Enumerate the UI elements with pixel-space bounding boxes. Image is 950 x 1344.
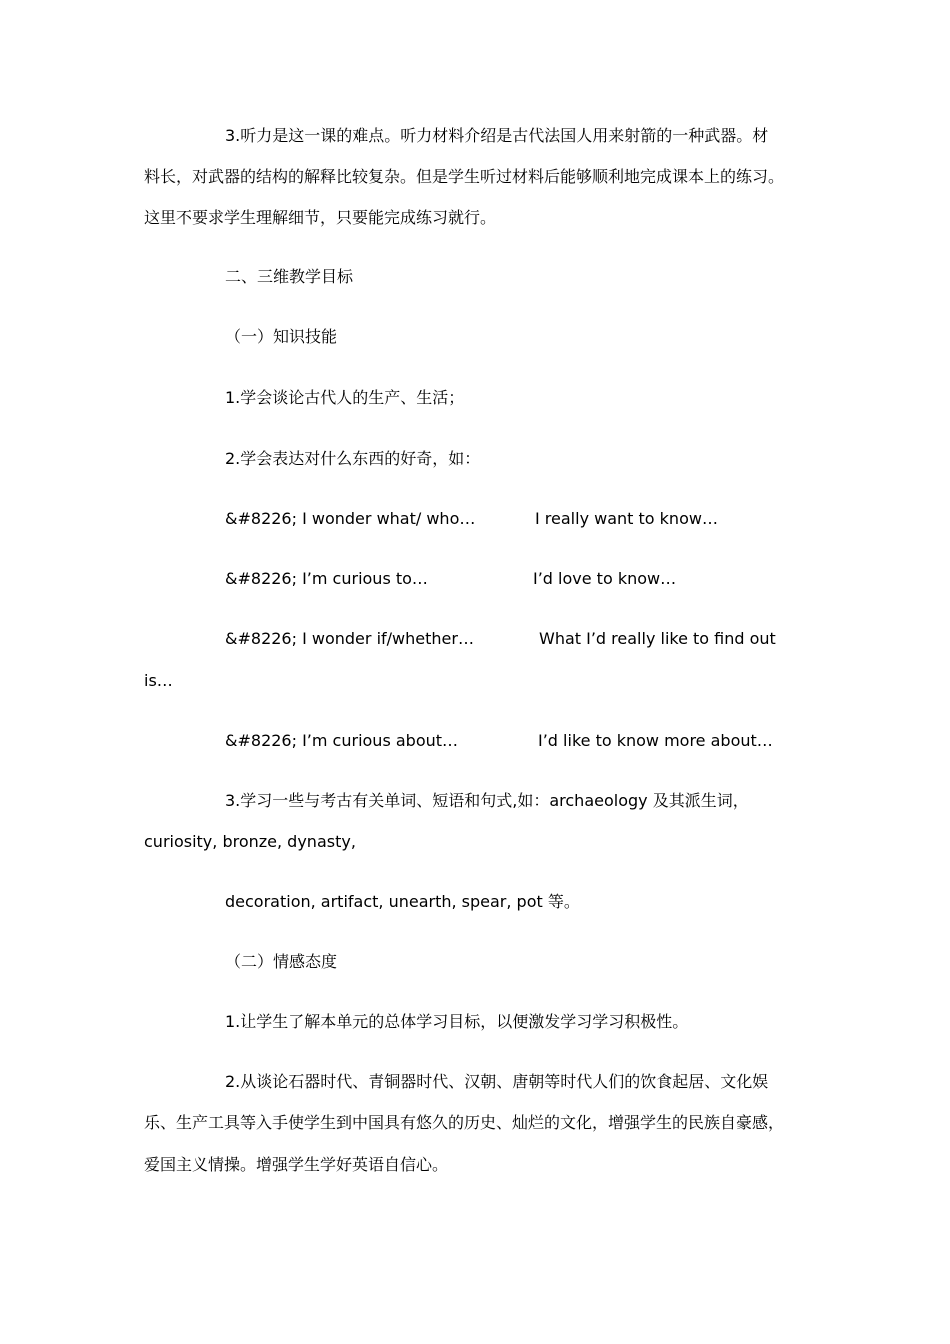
bullet-row-a-right: I really want to know…: [535, 509, 718, 528]
bullet-row-d-left: &#8226; I’m curious about…: [225, 731, 459, 750]
paragraph-listening-line-3: 这里不要求学生理解细节，只要能完成练习就行。: [144, 208, 497, 227]
knowledge-item-2: 2.学会表达对什么东西的好奇，如：: [225, 449, 481, 468]
bullet-row-c-continuation: is…: [144, 671, 173, 690]
bullet-row-c-left: &#8226; I wonder if/whether…: [225, 629, 474, 648]
bullet-row-b-left: &#8226; I’m curious to…: [225, 569, 428, 588]
paragraph-listening-line-1: 3.听力是这一课的难点。听力材料介绍是古代法国人用来射箭的一种武器。材: [225, 126, 769, 145]
emotion-item-2-line-1: 2.从谈论石器时代、青铜器时代、汉朝、唐朝等时代人们的饮食起居、文化娱: [225, 1072, 769, 1091]
knowledge-item-3-line-3: decoration, artifact, unearth, spear, pot 等。: [225, 892, 580, 911]
subheading-emotional-attitude: （二）情感态度: [225, 952, 338, 971]
emotion-item-2-line-2: 乐、生产工具等入手使学生到中国具有悠久的历史、灿烂的文化，增强学生的民族自豪感，: [144, 1113, 785, 1132]
bullet-row-c-right: What I’d really like to find out: [539, 629, 776, 648]
bullet-row-a-left: &#8226; I wonder what/ who…: [225, 509, 476, 528]
bullet-row-b-right: I’d love to know…: [533, 569, 677, 588]
paragraph-listening-line-2: 料长，对武器的结构的解释比较复杂。但是学生听过材料后能够顺利地完成课本上的练习。: [144, 167, 785, 186]
knowledge-item-1: 1.学会谈论古代人的生产、生活；: [225, 388, 465, 407]
section-heading-objectives: 二、三维教学目标: [225, 267, 354, 286]
knowledge-item-3-line-2: curiosity, bronze, dynasty,: [144, 832, 356, 851]
subheading-knowledge-skills: （一）知识技能: [225, 327, 338, 346]
knowledge-item-3-line-1: 3.学习一些与考古有关单词、短语和句式,如：archaeology 及其派生词，: [225, 791, 749, 810]
emotion-item-1: 1.让学生了解本单元的总体学习目标，以便激发学习学习积极性。: [225, 1012, 689, 1031]
emotion-item-2-line-3: 爱国主义情操。增强学生学好英语自信心。: [144, 1155, 449, 1174]
bullet-row-d-right: I’d like to know more about…: [538, 731, 773, 750]
